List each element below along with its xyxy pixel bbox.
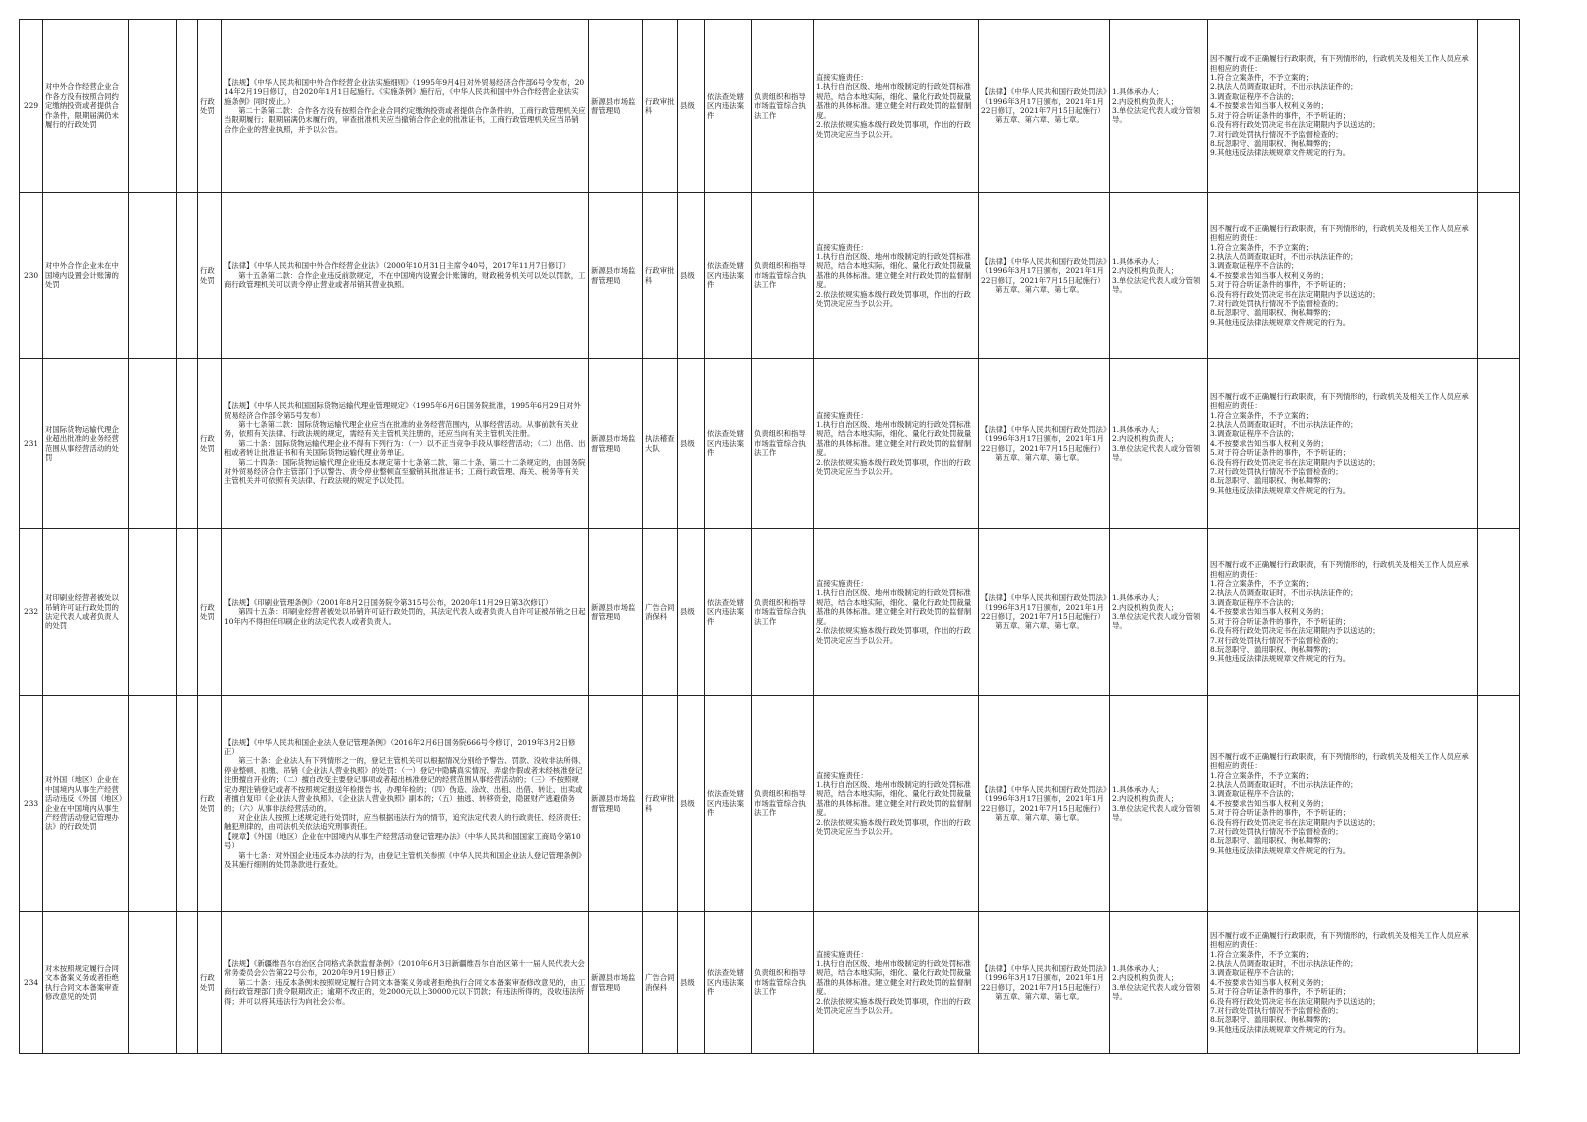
scope: 依法查处辖区内违法案件 (705, 20, 752, 193)
responsibility: 直接实施责任： 1.执行自治区级、地州市级制定的行政处罚标准规范，结合本地实际，细化、量化行政处罚裁量基准的具体标准。建立健全对行政处罚的监督制度。 2.依法依规实施本级行政处罚事项，作出的行政处罚决定应当予以公开。 (814, 912, 979, 1054)
duty: 负责组织和指导市场监管综合执法工作 (752, 359, 814, 529)
implementing-department: 新源县市场监督管理局 (589, 529, 643, 696)
scope: 依法查处辖区内违法案件 (705, 696, 752, 912)
responsible-persons: 1.具体承办人； 2.内设机构负责人； 3.单位法定代表人或分管领导。 (1110, 193, 1208, 359)
empty-cell (177, 912, 198, 1054)
scope: 依法查处辖区内违法案件 (705, 359, 752, 529)
item-name: 对未按照规定履行合同文本备案义务或者拒绝执行合同文本备案审查修改意见的处罚 (43, 912, 129, 1054)
responsibility-table (19, 19, 1520, 1054)
empty-cell (177, 359, 198, 529)
item-type: 行政处罚 (198, 696, 222, 912)
duty: 负责组织和指导市场监管综合执法工作 (752, 912, 814, 1054)
responsible-persons: 1.具体承办人； 2.内设机构负责人； 3.单位法定代表人或分管领导。 (1110, 20, 1208, 193)
empty-cell (129, 912, 177, 1054)
implementing-department: 新源县市场监督管理局 (589, 193, 643, 359)
legal-basis: 【法规】《中华人民共和国企业法人登记管理条例》（2016年2月6日国务院666号令修订，2019年3月2日修正） 第三十条：企业法人有下列情形之一的，登记主管机关可以根据情况分别给予警告、罚款、没收非法所得、停业整顿、扣缴、吊销《企业法人营业执照》的处罚：（一）登记中隐瞒真实情况、弄虚作假或者未经核准登记注册擅自开业的；（二）擅自改变主要登记事项或者超出核准登记的经营范围从事经营活动的；（三）不按照规定办理注销登记或者不按照规定报送年检报告书，办理年检的；（四）伪造、涂改、出租、出借、转让、出卖或者擅自复印《企业法人营业执照》、《企业法人营业执照》副本的；（五）抽逃、转移资金，隐匿财产逃避债务的；（六）从事非法经营活动的。 对企业法人按照上述规定进行处罚时，应当根据违法行为的情节，追究法定代表人的行政责任、经济责任；触犯刑律的，由司法机关依法追究刑事责任。 【规章】《外国（地区）企业在中国境内从事生产经营活动登记管理办法》（中华人民共和国国家工商局令第10号） 第十七条：对外国企业违反本办法的行为，由登记主管机关参照《中华人民共和国企业法人登记管理条例》及其施行细则的处罚条款进行查处。 (222, 696, 589, 912)
responsibility: 直接实施责任： 1.执行自治区级、地州市级制定的行政处罚标准规范，结合本地实际，细化、量化行政处罚裁量基准的具体标准。建立健全对行政处罚的监督制度。 2.依法依规实施本级行政处罚事项，作出的行政处罚决定应当予以公开。 (814, 529, 979, 696)
empty-cell (129, 359, 177, 529)
responsible-unit: 执法稽查大队 (643, 359, 678, 529)
accountability-law: 【法律】《中华人民共和国行政处罚法》（1996年3月17日颁布，2021年1月22日修订，2021年7月15日起施行） 第五章、第六章、第七章。 (979, 359, 1110, 529)
item-name: 对外国（地区）企业在中国境内从事生产经营活动违反《外国（地区）企业在中国境内从事生产经营活动登记管理办法》的行政处罚 (43, 696, 129, 912)
item-name: 对国际货物运输代理企业超出批准的业务经营范围从事经营活动的处罚 (43, 359, 129, 529)
item-type: 行政处罚 (198, 529, 222, 696)
item-type: 行政处罚 (198, 359, 222, 529)
responsible-persons: 1.具体承办人； 2.内设机构负责人； 3.单位法定代表人或分管领导。 (1110, 912, 1208, 1054)
implementing-department: 新源县市场监督管理局 (589, 20, 643, 193)
row-number: 229 (20, 20, 43, 193)
accountability-law: 【法律】《中华人民共和国行政处罚法》（1996年3月17日颁布，2021年1月22日修订，2021年7月15日起施行） 第五章、第六章、第七章。 (979, 912, 1110, 1054)
table-row (20, 359, 1520, 529)
table-row (20, 912, 1520, 1054)
level: 县级 (678, 912, 705, 1054)
responsible-unit: 广告合同消保科 (643, 529, 678, 696)
legal-basis: 【法规】《新疆维吾尔自治区合同格式条款监督条例》（2010年6月3日新疆维吾尔自治区第十一届人民代表大会常务委员会公告第22号公布，2020年9月19日修正） 第二十条：违反本条例未按照规定履行合同文本备案义务或者拒绝执行合同文本备案审查修改意见的，由工商行政管理部门责令限期改正；逾期不改正的，处2000元以上30000元以下罚款；有违法所得的，没收违法所得；并可以将其违法行为向社会公布。 (222, 912, 589, 1054)
item-name: 对印刷业经营者被处以吊销许可证行政处罚的法定代表人或者负责人的处罚 (43, 529, 129, 696)
item-type: 行政处罚 (198, 20, 222, 193)
level: 县级 (678, 193, 705, 359)
scope: 依法查处辖区内违法案件 (705, 193, 752, 359)
empty-cell (129, 20, 177, 193)
accountability-law: 【法律】《中华人民共和国行政处罚法》（1996年3月17日颁布，2021年1月22日修订，2021年7月15日起施行） 第五章、第六章、第七章。 (979, 20, 1110, 193)
implementing-department: 新源县市场监督管理局 (589, 696, 643, 912)
responsible-unit: 行政审批科 (643, 20, 678, 193)
accountability-law: 【法律】《中华人民共和国行政处罚法》（1996年3月17日颁布，2021年1月22日修订，2021年7月15日起施行） 第五章、第六章、第七章。 (979, 696, 1110, 912)
legal-basis: 【法规】《中华人民共和国国际货物运输代理业管理规定》（1995年6月6日国务院批准，1995年6月29日对外贸易经济合作部令第5号发布） 第十七条第二款：国际货物运输代理企业应当在批准的业务经营范围内，从事经营活动。从事前款有关业务，依照有关法律、行政法规的规定，需经有关主管机关注册的，还应当向有关主管机关注册。 第二十条：国际货物运输代理企业不得有下列行为：（一）以不正当竞争手段从事经营活动；（二）出借、出租或者转让批准证书和有关国际货物运输代理业务单证。 第二十四条：国际货物运输代理企业违反本规定第十七条第二款、第二十条、第二十二条规定的，由国务院对外贸易经济合作主管部门予以警告、责令停业整顿直至撤销其批准证书；工商行政管理、海关、税务等有关主管机关并可依照有关法律、行政法规的规定予以处罚。 (222, 359, 589, 529)
duty: 负责组织和指导市场监管综合执法工作 (752, 193, 814, 359)
responsibility: 直接实施责任： 1.执行自治区级、地州市级制定的行政处罚标准规范，结合本地实际，细化、量化行政处罚裁量基准的具体标准。建立健全对行政处罚的监督制度。 2.依法依规实施本级行政处罚事项，作出的行政处罚决定应当予以公开。 (814, 359, 979, 529)
item-name: 对中外合作经营企业合作各方没有按照合同约定缴纳投资或者提供合作条件，限期届满仍未履行的行政处罚 (43, 20, 129, 193)
empty-cell (177, 529, 198, 696)
row-number: 233 (20, 696, 43, 912)
duty: 负责组织和指导市场监管综合执法工作 (752, 529, 814, 696)
accountability-situations: 因不履行或不正确履行行政职责，有下列情形的，行政机关及相关工作人员应承担相应的责任： 1.符合立案条件，不予立案的； 2.执法人员调查取证时，不出示执法证件的； 3.调查取证程序不合法的； 4.不按要求告知当事人权利义务的； 5.对于符合听证条件的事件，不予听证的； 6.没有将行政处罚决定书在法定期限内予以送达的； 7.对行政处罚执行情况不予监督检查的； 8.玩忽职守、滥用职权、徇私舞弊的； 9.其他违反法律法规规章文件规定的行为。 (1208, 912, 1478, 1054)
level: 县级 (678, 696, 705, 912)
item-type: 行政处罚 (198, 193, 222, 359)
empty-cell (177, 193, 198, 359)
empty-cell (177, 20, 198, 193)
remarks-cell (1478, 529, 1520, 696)
duty: 负责组织和指导市场监管综合执法工作 (752, 696, 814, 912)
level: 县级 (678, 359, 705, 529)
responsibility: 直接实施责任： 1.执行自治区级、地州市级制定的行政处罚标准规范，结合本地实际，细化、量化行政处罚裁量基准的具体标准。建立健全对行政处罚的监督制度。 2.依法依规实施本级行政处罚事项，作出的行政处罚决定应当予以公开。 (814, 20, 979, 193)
responsible-unit: 广告合同消保科 (643, 912, 678, 1054)
item-name: 对中外合作企业未在中国境内设置会计账簿的处罚 (43, 193, 129, 359)
table-row (20, 193, 1520, 359)
legal-basis: 【法规】《印刷业管理条例》（2001年8月2日国务院令第315号公布，2020年11月29日第3次修订） 第四十五条：印刷业经营者被处以吊销许可证行政处罚的，其法定代表人或者负责人自许可证被吊销之日起10年内不得担任印刷企业的法定代表人或者负责人。 (222, 529, 589, 696)
row-number: 231 (20, 359, 43, 529)
row-number: 234 (20, 912, 43, 1054)
accountability-situations: 因不履行或不正确履行行政职责，有下列情形的，行政机关及相关工作人员应承担相应的责任： 1.符合立案条件，不予立案的； 2.执法人员调查取证时，不出示执法证件的； 3.调查取证程序不合法的； 4.不按要求告知当事人权利义务的； 5.对于符合听证条件的事件，不予听证的； 6.没有将行政处罚决定书在法定期限内予以送达的； 7.对行政处罚执行情况不予监督检查的； 8.玩忽职守、滥用职权、徇私舞弊的； 9.其他违反法律法规规章文件规定的行为。 (1208, 696, 1478, 912)
table-row (20, 529, 1520, 696)
accountability-situations: 因不履行或不正确履行行政职责，有下列情形的，行政机关及相关工作人员应承担相应的责任： 1.符合立案条件，不予立案的； 2.执法人员调查取证时，不出示执法证件的； 3.调查取证程序不合法的； 4.不按要求告知当事人权利义务的； 5.对于符合听证条件的事件，不予听证的； 6.没有将行政处罚决定书在法定期限内予以送达的； 7.对行政处罚执行情况不予监督检查的； 8.玩忽职守、滥用职权、徇私舞弊的； 9.其他违反法律法规规章文件规定的行为。 (1208, 193, 1478, 359)
responsibility: 直接实施责任： 1.执行自治区级、地州市级制定的行政处罚标准规范，结合本地实际，细化、量化行政处罚裁量基准的具体标准。建立健全对行政处罚的监督制度。 2.依法依规实施本级行政处罚事项，作出的行政处罚决定应当予以公开。 (814, 696, 979, 912)
empty-cell (129, 696, 177, 912)
row-number: 230 (20, 193, 43, 359)
scope: 依法查处辖区内违法案件 (705, 912, 752, 1054)
implementing-department: 新源县市场监督管理局 (589, 912, 643, 1054)
level: 县级 (678, 20, 705, 193)
responsibility: 直接实施责任： 1.执行自治区级、地州市级制定的行政处罚标准规范，结合本地实际，细化、量化行政处罚裁量基准的具体标准。建立健全对行政处罚的监督制度。 2.依法依规实施本级行政处罚事项，作出的行政处罚决定应当予以公开。 (814, 193, 979, 359)
duty: 负责组织和指导市场监管综合执法工作 (752, 20, 814, 193)
empty-cell (177, 696, 198, 912)
accountability-law: 【法律】《中华人民共和国行政处罚法》（1996年3月17日颁布，2021年1月22日修订，2021年7月15日起施行） 第五章、第六章、第七章。 (979, 193, 1110, 359)
table-row (20, 696, 1520, 912)
responsible-unit: 行政审批科 (643, 696, 678, 912)
responsible-persons: 1.具体承办人； 2.内设机构负责人； 3.单位法定代表人或分管领导。 (1110, 529, 1208, 696)
remarks-cell (1478, 912, 1520, 1054)
level: 县级 (678, 529, 705, 696)
responsible-unit: 行政审批科 (643, 193, 678, 359)
implementing-department: 新源县市场监督管理局 (589, 359, 643, 529)
remarks-cell (1478, 20, 1520, 193)
accountability-situations: 因不履行或不正确履行行政职责，有下列情形的，行政机关及相关工作人员应承担相应的责任： 1.符合立案条件，不予立案的； 2.执法人员调查取证时，不出示执法证件的； 3.调查取证程序不合法的； 4.不按要求告知当事人权利义务的； 5.对于符合听证条件的事件，不予听证的； 6.没有将行政处罚决定书在法定期限内予以送达的； 7.对行政处罚执行情况不予监督检查的； 8.玩忽职守、滥用职权、徇私舞弊的； 9.其他违反法律法规规章文件规定的行为。 (1208, 20, 1478, 193)
remarks-cell (1478, 696, 1520, 912)
row-number: 232 (20, 529, 43, 696)
legal-basis: 【法规】《中华人民共和国中外合作经营企业法实施细则》（1995年9月4日对外贸易经济合作部6号令发布，2014年2月19日修订，自2020年1月1日起施行。《实施条例》施行后，《中华人民共和国中外合作经营企业法实施条例》同时废止。） 第二十条第二款：合作各方没有按照合作企业合同约定缴纳投资或者提供合作条件的，工商行政管理机关应当限期履行；限期届满仍未履行的，审查批准机关应当撤销合作企业的批准证书，工商行政管理机关应当吊销合作企业的营业执照，并予以公告。 (222, 20, 589, 193)
table-body (20, 20, 1520, 1054)
responsible-persons: 1.具体承办人； 2.内设机构负责人； 3.单位法定代表人或分管领导。 (1110, 359, 1208, 529)
remarks-cell (1478, 359, 1520, 529)
accountability-situations: 因不履行或不正确履行行政职责，有下列情形的，行政机关及相关工作人员应承担相应的责任： 1.符合立案条件，不予立案的； 2.执法人员调查取证时，不出示执法证件的； 3.调查取证程序不合法的； 4.不按要求告知当事人权利义务的； 5.对于符合听证条件的事件，不予听证的； 6.没有将行政处罚决定书在法定期限内予以送达的； 7.对行政处罚执行情况不予监督检查的； 8.玩忽职守、滥用职权、徇私舞弊的； 9.其他违反法律法规规章文件规定的行为。 (1208, 359, 1478, 529)
scope: 依法查处辖区内违法案件 (705, 529, 752, 696)
accountability-law: 【法律】《中华人民共和国行政处罚法》（1996年3月17日颁布，2021年1月22日修订，2021年7月15日起施行） 第五章、第六章、第七章。 (979, 529, 1110, 696)
table-row (20, 20, 1520, 193)
legal-basis: 【法律】《中华人民共和国中外合作经营企业法》（2000年10月31日主席令40号，2017年11月7日修订） 第十五条第二款：合作企业违反前款规定，不在中国境内设置会计账簿的，财政税务机关可以处以罚款，工商行政管理机关可以责令停止营业或者吊销其营业执照。 (222, 193, 589, 359)
empty-cell (129, 193, 177, 359)
remarks-cell (1478, 193, 1520, 359)
empty-cell (129, 529, 177, 696)
item-type: 行政处罚 (198, 912, 222, 1054)
accountability-situations: 因不履行或不正确履行行政职责，有下列情形的，行政机关及相关工作人员应承担相应的责任： 1.符合立案条件，不予立案的； 2.执法人员调查取证时，不出示执法证件的； 3.调查取证程序不合法的； 4.不按要求告知当事人权利义务的； 5.对于符合听证条件的事件，不予听证的； 6.没有将行政处罚决定书在法定期限内予以送达的； 7.对行政处罚执行情况不予监督检查的； 8.玩忽职守、滥用职权、徇私舞弊的； 9.其他违反法律法规规章文件规定的行为。 (1208, 529, 1478, 696)
responsible-persons: 1.具体承办人； 2.内设机构负责人； 3.单位法定代表人或分管领导。 (1110, 696, 1208, 912)
